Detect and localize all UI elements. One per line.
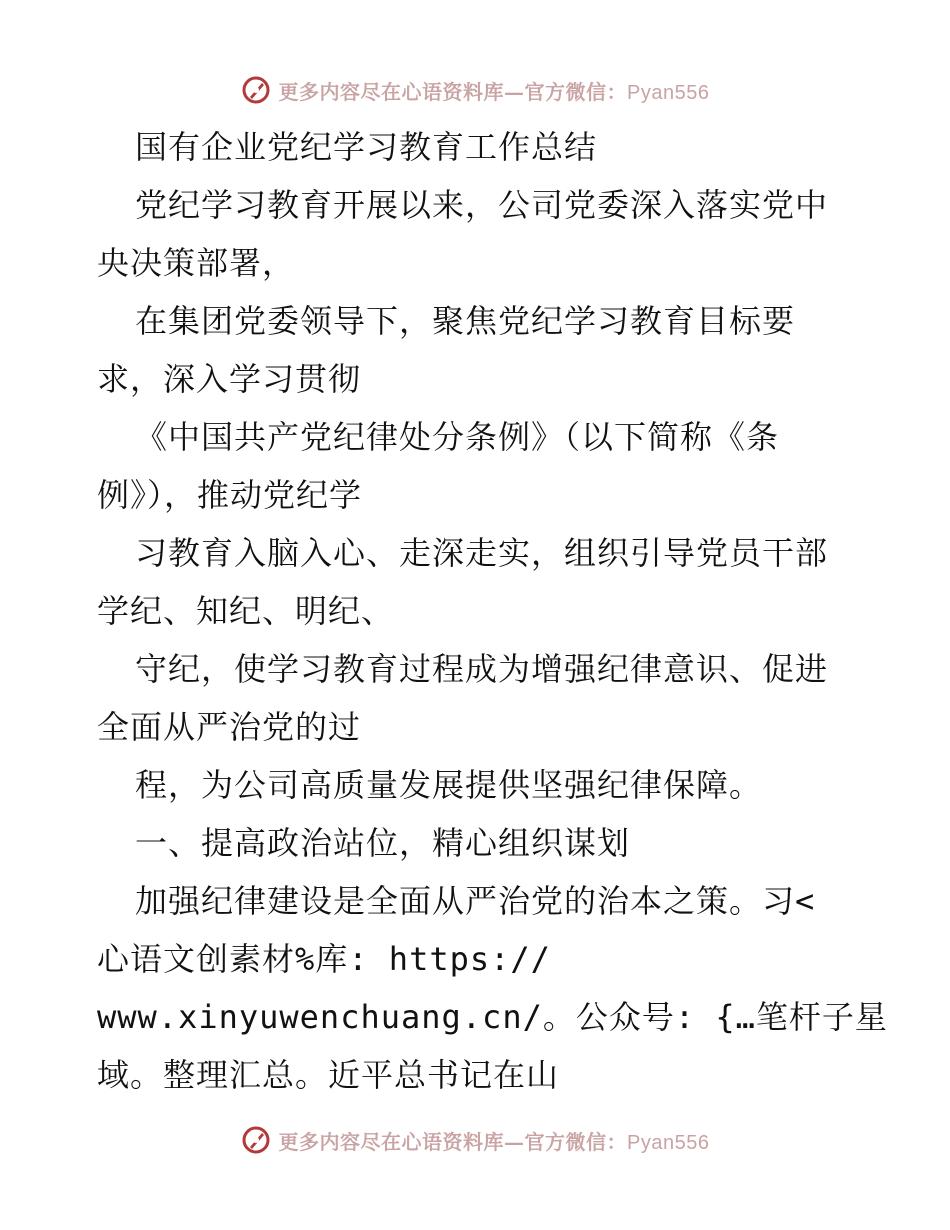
watermark-text: 更多内容尽在心语资料库—官方微信：Pyan556 — [278, 79, 710, 104]
paragraph-line: 习教育入脑入心、走深走实，组织引导党员干部 — [135, 534, 829, 572]
paragraph-line: 域。整理汇总。近平总书记在山 — [97, 1056, 560, 1094]
paragraph-line: 《中国共产党纪律处分条例》（以下简称《条 — [135, 418, 780, 456]
watermark-text: 更多内容尽在心语资料库—官方微信：Pyan556 — [278, 1129, 710, 1154]
paragraph-line: 党纪学习教育开展以来，公司党委深入落实党中 — [135, 186, 829, 224]
paragraph-line: 加强纪律建设是全面从严治党的治本之策。习< — [135, 882, 816, 920]
paragraph-line: 心语文创素材%库: https:// — [97, 940, 551, 978]
paragraph-line: 央决策部署， — [97, 244, 296, 282]
section-heading: 一、提高政治站位，精心组织谋划 — [135, 824, 631, 862]
paragraph-line: 求，深入学习贯彻 — [97, 360, 362, 398]
footer-watermark — [0, 1122, 950, 1158]
header-watermark — [0, 72, 950, 108]
paragraph-line: www.xinyuwenchuang.cn/。公众号: {…笔杆子星 — [97, 998, 888, 1036]
paragraph-line: 全面从严治党的过 — [97, 708, 362, 746]
doc-title: 国有企业党纪学习教育工作总结 — [135, 128, 598, 166]
quill-logo-icon — [241, 75, 271, 105]
quill-logo-icon — [241, 1125, 271, 1155]
paragraph-line: 学纪、知纪、明纪、 — [97, 592, 395, 630]
paragraph-line: 在集团党委领导下，聚焦党纪学习教育目标要 — [135, 302, 796, 340]
paragraph-line: 程，为公司高质量发展提供坚强纪律保障。 — [135, 766, 763, 804]
paragraph-line: 例》），推动党纪学 — [97, 476, 363, 514]
document-body — [97, 118, 887, 1104]
paragraph-line: 守纪，使学习教育过程成为增强纪律意识、促进 — [135, 650, 829, 688]
